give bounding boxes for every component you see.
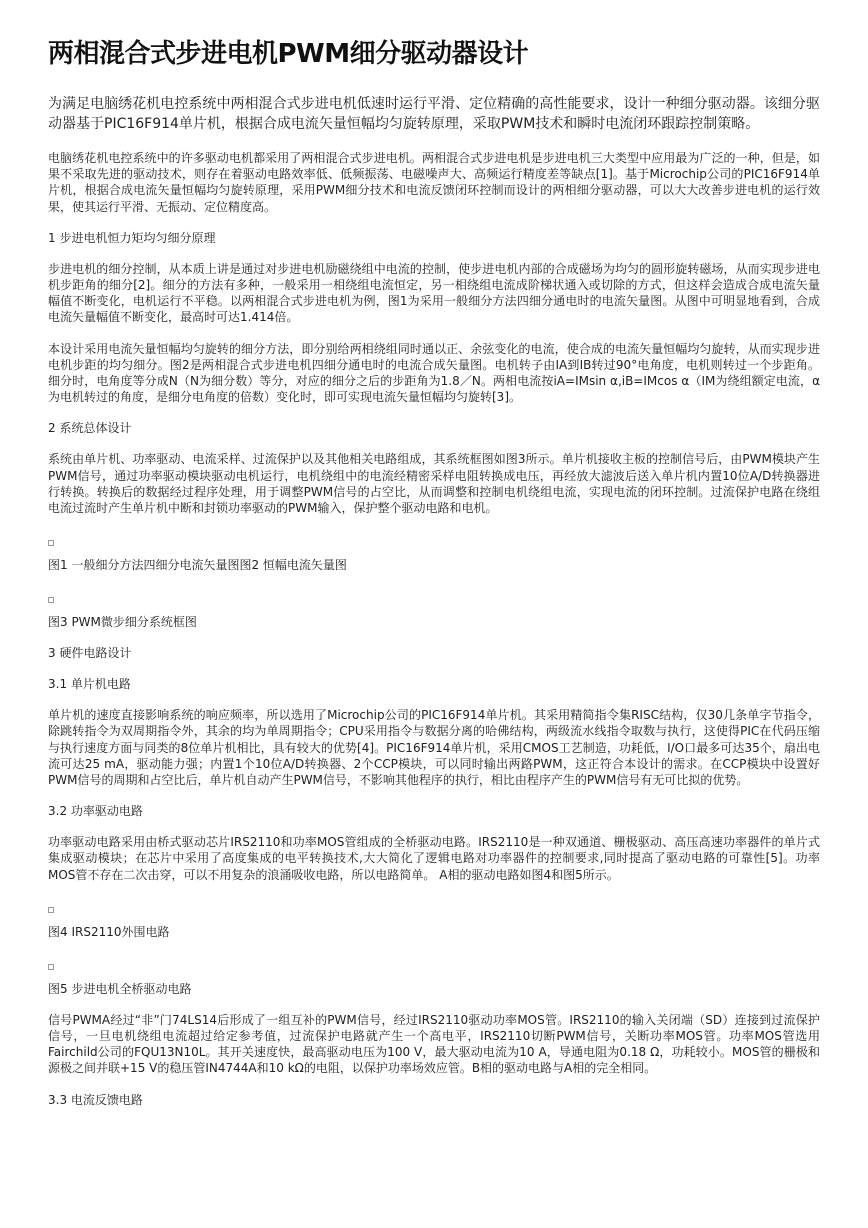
subsection-heading-3-1: 3.1 单片机电路 [48, 677, 131, 692]
broken-image-icon [48, 531, 820, 543]
article-title: 两相混合式步进电机PWM细分驱动器设计 [48, 39, 529, 69]
section-heading-1: 1 步进电机恒力矩均匀细分原理 [48, 230, 216, 245]
subsection-heading-3-2: 3.2 功率驱动电路 [48, 804, 143, 819]
broken-image-icon [48, 955, 820, 967]
paragraph-pwm-signal: 信号PWMA经过“非”门74LS14后形成了一组互补的PWM信号，经过IRS2110驱动功率MOS管。IRS2110的输入关闭端（SD）连接到过流保护信号，一旦电机绕组电流超过给定参考值，过流保护电路就产生一个高电平，IRS2110切断PWM信号，关断功率MOS管。功率MOS管选用Fairchild公司的FQU13N10L。其开关速度快，最高驱动电压为100 V，最大驱动电流为10 A，导通电阻为0.18 Ω，功耗较小。MOS管的栅极和源极之间并联+15 V的稳压管IN4744A和10 kΩ的电阻，以保护功率场效应管。B相的驱动电路与A相的完全相同。 [48, 1012, 820, 1076]
figure-caption-3: 图3 PWM微步细分系统框图 [48, 615, 197, 630]
section-heading-3: 3 硬件电路设计 [48, 646, 132, 661]
paragraph-intro-background: 电脑绣花机电控系统中的许多驱动电机都采用了两相混合式步进电机。两相混合式步进电机是步进电机三大类型中应用最为广泛的一种，但是，如果不采取先进的驱动技术，则存在着驱动电路效率低、低频振荡、电磁噪声大、高频运行精度差等缺点[1]。基于Microchip公司的PIC16F914单片机，根据合成电流矢量恒幅均匀旋转原理，采用PWM细分技术和电流反馈闭环控制而设计的两相细分驱动器，可以大大改善步进电机的运行效果，使其运行平滑、无振动、定位精度高。 [48, 151, 820, 214]
paragraph-system-design: 系统由单片机、功率驱动、电流采样、过流保护以及其他相关电路组成，其系统框图如图3所示。单片机接收主板的控制信号后，由PWM模块产生PWM信号，通过功率驱动模块驱动电机运行，电机绕组中的电流经精密采样电阻转换成电压，再经放大滤波后送入单片机内置10位A/D转换器进行转换。转换后的数据经过程序处理，用于调整PWM信号的占空比，从而调整和控制电机绕组电流，实现电流的闭环控制。过流保护电路在绕组电流过流时产生单片机中断和封锁功率驱动的PWM输入，保护整个驱动电路和电机。 [48, 452, 820, 516]
paragraph-subdivision-principle: 步进电机的细分控制，从本质上讲是通过对步进电机励磁绕组中电流的控制，使步进电机内部的合成磁场为均匀的圆形旋转磁场，从而实现步进电机步距角的细分[2]。细分的方法有多种，一般采用一相绕组电流恒定，另一相绕组电流成阶梯状通入或切除的方式，但这样会造成合成电流矢量幅值不断变化，电机运行不平稳。以两相混合式步进电机为例，图1为采用一般细分方法四细分通电时的电流矢量图。从图中可明显地看到，合成电流矢量幅值不断变化，最高时可达1.414倍。 [48, 261, 820, 325]
figure-caption-5: 图5 步进电机全桥驱动电路 [48, 981, 192, 996]
paragraph-power-drive: 功率驱动电路采用由桥式驱动芯片IRS2110和功率MOS管组成的全桥驱动电路。IRS2110是一种双通道、栅极驱动、高压高速功率器件的单片式集成驱动模块；在芯片中采用了高度集成的电平转换技术,大大简化了逻辑电路对功率器件的控制要求,同时提高了驱动电路的可靠性[5]。功率MOS管不存在二次击穿，可以不用复杂的浪涌吸收电路，所以电路简单。 A相的驱动电路如图4和图5所示。 [48, 835, 820, 882]
broken-image-icon [48, 898, 820, 910]
figure-caption-1-2: 图1 一般细分方法四细分电流矢量图图2 恒幅电流矢量图 [48, 558, 347, 573]
subsection-heading-3-3: 3.3 电流反馈电路 [48, 1092, 143, 1107]
broken-image-icon [48, 588, 820, 600]
paragraph-constant-amplitude-method: 本设计采用电流矢量恒幅均匀旋转的细分方法，即分别给两相绕组同时通以正、余弦变化的电流，使合成的电流矢量恒幅均匀旋转，从而实现步进电机步距的均匀细分。图2是两相混合式步进电机四细分通电时的电流合成矢量图。电机转子由IA到IB转过90°电角度，电机则转过一个步距角。细分时，电角度等分成N（N为细分数）等分，对应的细分之后的步距角为1.8／N。两相电流按iA=IMsin α,iB=IMcos α（IM为绕组额定电流，α为电机转过的角度，是细分电角度的倍数）变化时，即可实现电流矢量恒幅均匀旋转[3]。 [48, 341, 820, 405]
figure-caption-4: 图4 IRS2110外围电路 [48, 924, 170, 939]
section-heading-2: 2 系统总体设计 [48, 421, 132, 436]
article-summary: 为满足电脑绣花机电控系统中两相混合式步进电机低速时运行平滑、定位精确的高性能要求，设计一种细分驱动器。该细分驱动器基于PIC16F914单片机，根据合成电流矢量恒幅均匀旋转原理，采取PWM技术和瞬时电流闭环跟踪控制策略。 [48, 96, 820, 132]
paragraph-mcu-circuit: 单片机的速度直接影响系统的响应频率，所以选用了Microchip公司的PIC16F914单片机。其采用精简指令集RISC结构，仅30几条单字节指令，除跳转指令为双周期指令外，其余的均为单周期指令；CPU采用指令与数据分离的哈佛结构，两级流水线指令取数与执行，这使得PIC在代码压缩与执行速度方面与同类的8位单片机相比，具有较大的优势[4]。PIC16F914单片机，采用CMOS工艺制造，功耗低，I/O口最多可达35个，扇出电流可达25 mA，驱动能力强；内置1个10位A/D转换器、2个CCP模块，可以同时输出两路PWM，这正符合本设计的需求。在CCP模块中设置好PWM信号的周期和占空比后，单片机自动产生PWM信号，不影响其他程序的执行，相比由程序产生的PWM信号有无可比拟的优势。 [48, 708, 820, 788]
